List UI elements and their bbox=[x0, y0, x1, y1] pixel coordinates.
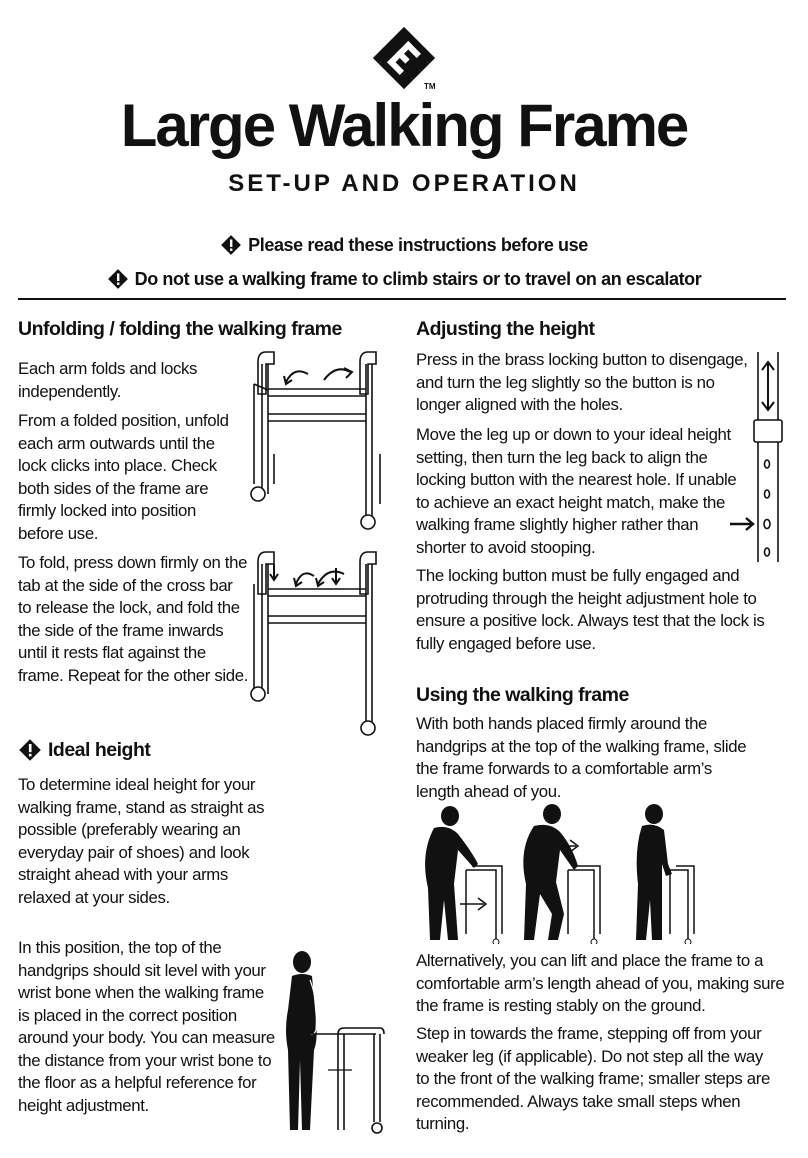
using-heading: Using the walking frame bbox=[416, 684, 629, 706]
ideal-height-heading: Ideal height bbox=[48, 738, 151, 761]
adjusting-text-3: The locking button must be fully engaged and protruding through the height adjustment hole to ensure a positive lock. Always test that the lock is fully engaged before use. bbox=[416, 566, 765, 653]
frame-fold-illustration bbox=[244, 544, 384, 744]
unfolding-text-2: From a folded position, unfold each arm outwards until the lock clicks into place. Check both sides of the frame are firmly locked into position before use. bbox=[18, 411, 229, 543]
warning-stairs bbox=[0, 268, 808, 290]
warning-text: Do not use a walking frame to climb stairs or to travel on an escalator bbox=[134, 268, 702, 289]
warning-read-instructions bbox=[0, 234, 808, 256]
using-text-2: Alternatively, you can lift and place the frame to a comfortable arm’s length ahead of you, making sure the frame is resting stably on the ground. bbox=[416, 951, 785, 1015]
page-title: Large Walking Frame bbox=[120, 92, 688, 159]
adjusting-heading: Adjusting the height bbox=[416, 318, 595, 340]
using-text-1: With both hands placed firmly around the handgrips at the top of the walking frame, slide the frame forwards to a comfortable arm’s length ahead of you. bbox=[416, 714, 747, 801]
warning-text: Please read these instructions before use bbox=[248, 234, 588, 255]
adjusting-text-2: Move the leg up or down to your ideal height setting, then turn the leg back to align the locking button with the nearest hole. If unable to achieve an exact height match, make the walking frame slightly higher rather than shorter to avoid stooping. bbox=[416, 425, 737, 557]
ideal-height-text-2: In this position, the top of the handgrips should sit level with your wrist bone when the walking frame is placed in the correct position around your body. You can measure the distance from your wrist bone to the floor as a helpful reference for height adjustment. bbox=[18, 938, 275, 1115]
warning-icon bbox=[18, 738, 42, 762]
unfolding-text-1: Each arm folds and locks independently. bbox=[18, 359, 198, 401]
warning-icon bbox=[107, 268, 129, 290]
ideal-height-heading-row bbox=[18, 738, 150, 762]
leg-adjustment-illustration bbox=[726, 348, 790, 562]
divider bbox=[18, 298, 786, 300]
unfolding-heading: Unfolding / folding the walking frame bbox=[18, 318, 342, 340]
using-text-3: Step in towards the frame, stepping off from your weaker leg (if applicable). Do not step all the way to the front of the walking frame; smaller steps are recommended. Always take small steps when turning. bbox=[416, 1024, 770, 1133]
trademark: TM bbox=[424, 82, 436, 91]
walking-sequence-illustration bbox=[414, 804, 704, 944]
warning-icon bbox=[220, 234, 242, 256]
unfolding-text-3: To fold, press down firmly on the tab at the side of the cross bar to release the lock, and fold the the side of the frame inwards until it rests flat against the frame. Repeat for the other side. bbox=[18, 553, 249, 685]
page-subtitle: SET-UP AND OPERATION bbox=[228, 170, 580, 197]
frame-unfold-illustration bbox=[244, 344, 384, 534]
person-height-illustration bbox=[280, 950, 390, 1140]
adjusting-text-1: Press in the brass locking button to disengage, and turn the leg slightly so the button is no longer aligned with the holes. bbox=[416, 350, 748, 414]
ideal-height-text-1: To determine ideal height for your walking frame, stand as straight as possible (preferably wearing an everyday pair of shoes) and look straight ahead with your arms relaxed at your sides. bbox=[18, 775, 265, 907]
